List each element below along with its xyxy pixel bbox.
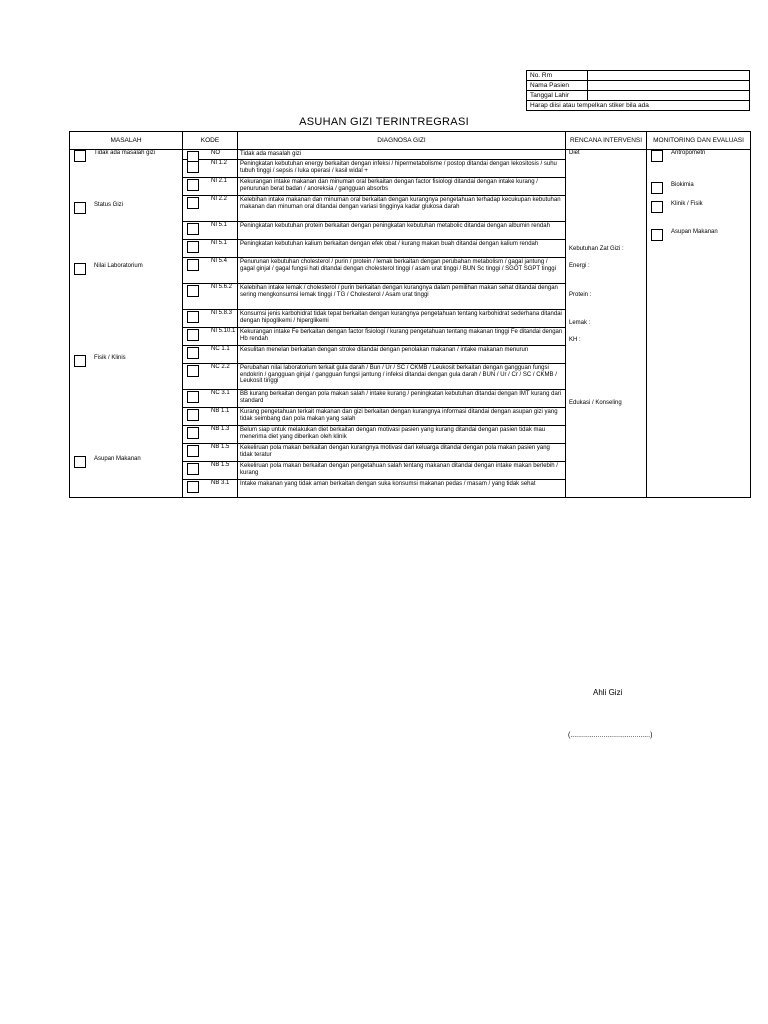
rencana-item: Diet (569, 150, 580, 156)
masalah-label: Asupan Makanan (94, 456, 141, 462)
patient-info-note: Harap diisi atau tempelkan stiker bila ada (527, 101, 750, 111)
kode-cell (183, 240, 238, 258)
diagnosis-text: Kesulitan menelan berkaitan dengan stroke ditandai dengan penolakan makanan / intake makanan menurun (240, 347, 529, 353)
diagnosis-checkbox[interactable] (187, 259, 199, 271)
monitoring-label: Asupan Makanan (671, 229, 718, 235)
rencana-column (566, 150, 647, 498)
monitoring-checkbox[interactable] (651, 229, 663, 241)
monitoring-checkbox[interactable] (651, 150, 663, 162)
diagnosis-code: NI 1.2 (211, 160, 228, 166)
patient-info-row (527, 91, 750, 101)
rencana-item: Kebutuhan Zat Gizi : (569, 246, 624, 252)
diagnosis-text: Peningkatan kebutuhan kalium berkaitan dengan efek obat / kurang makan buah ditandai dengan kalium rendah (240, 241, 539, 247)
diagnosis-code: NB 1.5 (211, 462, 230, 468)
kode-cell (183, 426, 238, 444)
monitoring-label: Biokimia (671, 182, 694, 188)
monitoring-checkbox[interactable] (651, 182, 663, 194)
diagnosis-text: Kekurangan intake Fe berkaitan dengan factor fisiologi / kurang pengetahuan tentang makanan tinggi Fe ditandai dengan Hb rendah (240, 329, 563, 342)
diagnosis-checkbox[interactable] (187, 445, 199, 457)
patient-info-label: Tanggal Lahir (527, 91, 588, 101)
diagnosis-text: Kelebihan intake makanan dan minuman oral berkaitan dengan kurangnya pengetahuan terhadap kecukupan kebutuhan makanan dan minuman oral ditandai dengan variasi tingginya kadar glukosa darah (240, 197, 561, 210)
diagnosis-text: Konsumsi jenis karbohidrat tidak tepat berkaitan dengan kurangnya pengetahuan tentang karbohidrat sederhana ditandai dengan hipoglikemi / hiperglikemi (240, 311, 562, 324)
diagnosis-row (70, 150, 751, 160)
masalah-item[interactable] (74, 202, 123, 214)
header-masalah: MASALAH (70, 132, 183, 150)
header-rencana: RENCANA INTERVENSI (566, 132, 647, 150)
diagnosis-text: Kelebihan intake lemak / cholesterol / purin berkaitan dengan kurangnya dalam pemilihan makan sehat ditandai dengan sering mengkonsumsi lemak tinggi / TG / Cholesterol / Asam urat tinggi (240, 285, 558, 298)
kode-cell (183, 150, 238, 160)
diagnosis-code: NC 1.1 (211, 346, 230, 352)
kode-cell (183, 390, 238, 408)
diagnosis-checkbox[interactable] (187, 179, 199, 191)
diagnosis-code: NC 3.1 (211, 390, 230, 396)
diagnosis-text: Peningkatan kebutuhan protein berkaitan dengan peningkatan kebutuhan metabolic ditandai dengan albumin rendah (240, 223, 550, 229)
diagnosis-checkbox[interactable] (187, 427, 199, 439)
masalah-checkbox[interactable] (74, 150, 86, 162)
diagnosis-code: NI 5.1 (211, 222, 228, 228)
diagnosis-code: NB 3.1 (211, 480, 230, 486)
masalah-checkbox[interactable] (74, 263, 86, 275)
diagnosis-checkbox[interactable] (187, 285, 199, 297)
diagnosis-code: NI 2.1 (211, 178, 228, 184)
diagnosis-checkbox[interactable] (187, 197, 199, 209)
diagnosis-code: NB 1.5 (211, 444, 230, 450)
patient-info-label: Nama Pasien (527, 81, 588, 91)
masalah-checkbox[interactable] (74, 355, 86, 367)
diagnosis-checkbox[interactable] (187, 409, 199, 421)
patient-info-table (526, 70, 750, 111)
kode-cell (183, 222, 238, 240)
masalah-item[interactable] (74, 355, 126, 367)
diagnosis-checkbox[interactable] (187, 365, 199, 377)
diagnosis-code: NI 2.2 (211, 196, 228, 202)
masalah-label: Nilai Laboratorium (94, 263, 143, 269)
monitoring-item[interactable] (651, 201, 703, 213)
monitoring-label: Klinik / Fisik (671, 201, 703, 207)
kode-cell (183, 160, 238, 178)
kode-cell (183, 462, 238, 480)
rencana-item: Energi : (569, 263, 590, 269)
diagnosis-checkbox[interactable] (187, 241, 199, 253)
diagnosis-checkbox[interactable] (187, 481, 199, 493)
monitoring-item[interactable] (651, 182, 694, 194)
diagnosis-text: Kekeliruan pola makan berkaitan dengan kurangnya motivasi dari keluarga ditandai dengan pola makan pasien yang tidak teratur (240, 445, 550, 458)
masalah-item[interactable] (74, 150, 155, 162)
diagnosis-checkbox[interactable] (187, 161, 199, 173)
diagnosis-text: BB kurang berkaitan dengan pola makan salah / intake kurang / peningkatan kebutuhan ditandai dengan IMT kurang dari standard (240, 391, 562, 404)
patient-info-row (527, 81, 750, 91)
diagnosis-checkbox[interactable] (187, 311, 199, 323)
patient-info-label: No. Rm (527, 71, 588, 81)
rencana-item: Protein : (569, 292, 592, 298)
masalah-item[interactable] (74, 263, 143, 275)
kode-cell (183, 196, 238, 222)
diagnosis-code: NB 1.3 (211, 426, 230, 432)
diagnosis-code: NB 1.1 (211, 408, 230, 414)
kode-cell (183, 178, 238, 196)
diagnosis-checkbox[interactable] (187, 223, 199, 235)
monitoring-column (647, 150, 751, 498)
masalah-column (70, 150, 183, 498)
nutritionist-label: Ahli Gizi (593, 688, 623, 697)
diagnosis-checkbox[interactable] (187, 347, 199, 359)
header-diagnosa: DIAGNOSA GIZI (238, 132, 566, 150)
diagnosis-code: NC 2.2 (211, 364, 230, 370)
monitoring-checkbox[interactable] (651, 201, 663, 213)
monitoring-label: Antropometri (671, 150, 706, 156)
patient-info-value[interactable] (588, 81, 750, 91)
signature-line: (.........................................) (568, 732, 653, 739)
diagnosis-text: Intake makanan yang tidak aman berkaitan dengan suka konsumsi makanan pedas / masam / yang tidak sehat (240, 481, 536, 487)
nutrition-care-table (69, 131, 751, 498)
kode-cell (183, 328, 238, 346)
diagnosis-code: NI 5.1 (211, 240, 228, 246)
rencana-item: KH : (569, 337, 581, 343)
masalah-checkbox[interactable] (74, 456, 86, 468)
header-kode: KODE (183, 132, 238, 150)
diagnosis-code: NI 5.4 (211, 258, 228, 264)
kode-cell (183, 346, 238, 364)
diagnosis-checkbox[interactable] (187, 463, 199, 475)
patient-info-row (527, 71, 750, 81)
diagnosis-text: Kekeliruan pola makan berkaitan dengan pengetahuan salah tentang makanan ditandai dengan intake makan berlebih / kurang (240, 463, 558, 476)
patient-info-value[interactable] (588, 91, 750, 101)
diagnosis-text: Tidak ada masalah gizi (240, 151, 302, 157)
rencana-item: Edukasi / Konseling (569, 400, 622, 406)
kode-cell (183, 444, 238, 462)
page-title: ASUHAN GIZI TERINTREGRASI (299, 116, 469, 128)
diagnosis-text: Penurunan kebutuhan cholesterol / purin / protein / lemak berkaitan dengan perubahan metabolism / gagal jantung / gagal ginjal / gagal fungsi hati ditandai dengan cholesterol tinggi / asam urat tinggi / BUN Sc tinggi / SGOT SGPT tinggi (240, 259, 556, 272)
diagnosis-text: Peningkatan kebutuhan energy berkaitan dengan infeksi / hipermetabolisme / postop ditandai dengan lekositosis / suhu tubuh tinggi / sepsis / luka operasi / kasil widal + (240, 161, 557, 174)
rencana-item: Lemak : (569, 320, 591, 326)
diagnosis-code: NO (211, 150, 220, 156)
header-monitoring: MONITORING DAN EVALUASI (647, 132, 751, 150)
diagnosis-text: Kekurangan intake makanan dan minuman oral berkaitan dengan factor fisiologi ditandai dengan intake kurang / penurunan berat badan / anoreksia / gangguan absorbs (240, 179, 538, 192)
patient-info-value[interactable] (588, 71, 750, 81)
kode-cell (183, 480, 238, 498)
masalah-label: Tidak ada masalah gizi (94, 150, 156, 156)
diagnosis-code: NI 5.8.3 (211, 310, 233, 316)
masalah-checkbox[interactable] (74, 202, 86, 214)
kode-cell (183, 408, 238, 426)
masalah-label: Status Gizi (94, 202, 124, 208)
diagnosis-checkbox[interactable] (187, 391, 199, 403)
monitoring-item[interactable] (651, 229, 718, 241)
diagnosis-text: Kurang pengetahuan terkait makanan dan gizi berkaitan dengan kurangnya informasi ditandai dengan asupan gizi yang tidak seimbang dan pola makan yang salah (240, 409, 558, 422)
diagnosis-code: NI 5.10.1 (211, 328, 236, 334)
kode-cell (183, 284, 238, 310)
monitoring-item[interactable] (651, 150, 705, 162)
kode-cell (183, 364, 238, 390)
masalah-item[interactable] (74, 456, 141, 468)
kode-cell (183, 258, 238, 284)
diagnosis-text: Belum siap untuk melakukan diet berkaitan dengan motivasi pasien yang kurang ditandai dengan pasien tidak mau menerima diet yang diberikan oleh klinik (240, 427, 546, 440)
diagnosis-checkbox[interactable] (187, 329, 199, 341)
kode-cell (183, 310, 238, 328)
masalah-label: Fisik / Klinis (94, 355, 126, 361)
diagnosis-text: Perubahan nilai laboratorium terkait gula darah / Bun / Ur / SC / CKMB / Leukosit berkaitan dengan gangguan fungsi endokrin / gangguan ginjal / gangguan fungsi jantung / infeksi ditandai dengan gula darah / BUN / Ur / Cr / SC / CKMB / Leukosit tinggi (240, 365, 557, 384)
diagnosis-code: NI 5.6.2 (211, 284, 233, 290)
